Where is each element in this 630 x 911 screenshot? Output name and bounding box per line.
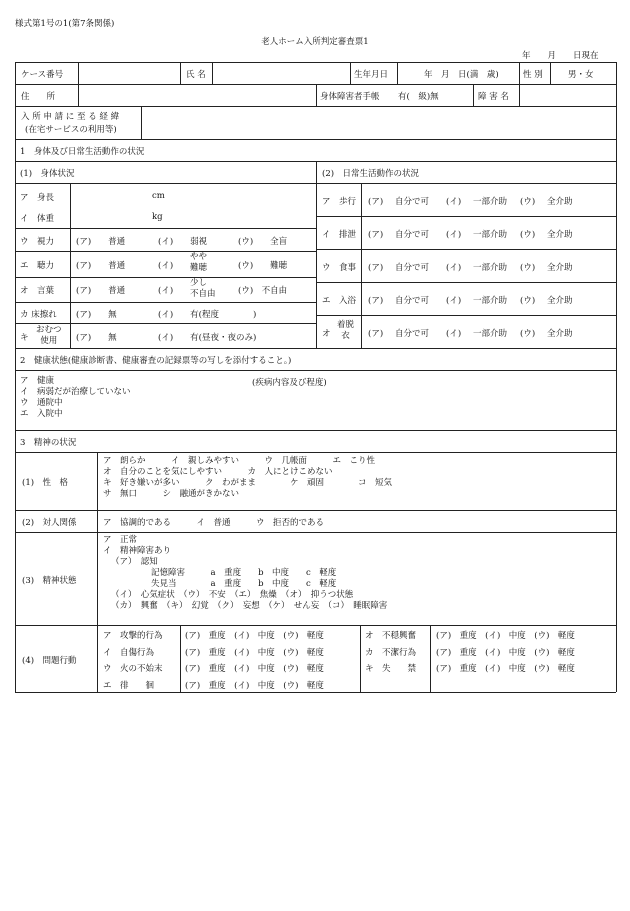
adl-option[interactable]: (イ) <box>446 197 462 207</box>
adl-option[interactable]: 全介助 <box>547 263 573 273</box>
address-field[interactable] <box>79 85 315 105</box>
speech-label: オ 言葉 <box>20 286 55 296</box>
adl-option[interactable]: (ウ) <box>520 296 536 306</box>
diaper-option-b[interactable]: (イ) 有(昼夜・夜のみ) <box>158 333 257 343</box>
disability-field[interactable] <box>520 85 615 105</box>
mental-line[interactable]: （カ） 興奮 （キ） 幻覚 （ク） 妄想 （ケ） せん妄 （コ） 睡眠障害 <box>111 601 388 611</box>
case-no-label: ケース番号 <box>21 70 64 80</box>
body-status-title: (1) 身体状況 <box>20 169 75 179</box>
adl-option[interactable]: 自分で可 <box>395 296 430 306</box>
problem-severity-left[interactable]: (ア) 重度 (イ) 中度 (ウ) 軽度 <box>185 631 324 641</box>
problem-item-right: カ 不潔行為 <box>365 648 417 658</box>
case-no-field[interactable] <box>79 63 179 83</box>
form-title: 老人ホーム入所判定審査票1 <box>261 37 369 47</box>
adl-option[interactable]: (イ) <box>446 329 462 339</box>
weight-label: イ 体重 <box>20 214 55 224</box>
mental-line[interactable]: （イ） 心気症状 （ウ） 不安 （エ） 焦燥 （オ） 抑うつ状態 <box>111 590 354 600</box>
adl-option[interactable]: 全介助 <box>547 197 573 207</box>
speech-option-c[interactable]: (ウ) 不自由 <box>238 286 288 296</box>
vision-option-c[interactable]: (ウ) 全盲 <box>238 237 288 247</box>
diaper-label: キ <box>20 333 29 343</box>
diaper-option-a[interactable]: (ア) 無 <box>76 333 117 343</box>
height-label: ア 身長 <box>20 193 55 203</box>
form-id: 様式第1号の1(第7条関係) <box>15 19 115 29</box>
adl-option[interactable]: (ア) <box>368 263 384 273</box>
hearing-option-c[interactable]: (ウ) 難聴 <box>238 261 288 271</box>
date-line: 年 月 日現在 <box>522 51 599 61</box>
problem-severity-right[interactable]: (ア) 重度 (イ) 中度 (ウ) 軽度 <box>436 631 575 641</box>
problem-item-left: ウ 火の不始末 <box>103 664 163 674</box>
vision-label: ウ 視力 <box>20 237 55 247</box>
disability-label: 障 害 名 <box>478 92 509 102</box>
personality-line[interactable]: サ 無口 シ 融通がきかない <box>103 489 240 499</box>
speech-option-a[interactable]: (ア) 普通 <box>76 286 126 296</box>
personality-line[interactable]: キ 好き嫌いが多い ク わがまま ケ 頑固 コ 短気 <box>103 478 393 488</box>
relations-options[interactable]: ア 協調的である イ 普通 ウ 拒否的である <box>103 518 325 528</box>
adl-option[interactable]: 全介助 <box>547 230 573 240</box>
adl-excretion-label: イ 排泄 <box>322 230 357 240</box>
adl-option[interactable]: (ウ) <box>520 230 536 240</box>
adl-option[interactable]: 全介助 <box>547 329 573 339</box>
section3-title: 3 精神の状況 <box>20 438 77 448</box>
health-options <box>20 376 131 420</box>
vision-option-a[interactable]: (ア) 普通 <box>76 237 126 247</box>
personality-line[interactable]: ア 朗らか イ 親しみやすい ウ 几帳面 エ こり性 <box>103 456 376 466</box>
problem-item-left: エ 徘 徊 <box>103 681 155 691</box>
bedsore-option-b[interactable]: (イ) 有(程度 ) <box>158 310 257 320</box>
problem-item-right: キ 失 禁 <box>365 664 417 674</box>
sex-label: 性 別 <box>523 70 543 80</box>
mental-line[interactable]: （ア） 認知 <box>111 557 158 567</box>
problem-item-left: ア 攻撃的行為 <box>103 631 163 641</box>
bedsore-option-a[interactable]: (ア) 無 <box>76 310 117 320</box>
mental-label: (3) 精神状態 <box>22 576 77 586</box>
vision-option-b[interactable]: (イ) 弱視 <box>158 237 208 247</box>
adl-option[interactable]: 自分で可 <box>395 230 430 240</box>
adl-dress-label: オ <box>322 329 331 339</box>
hearing-option-b-text: やや 難聴 <box>190 252 208 273</box>
speech-option-b[interactable]: (イ) <box>158 286 174 296</box>
section2-title: 2 健康状態(健康診断書、健康審査の記録票等の写しを添付すること。) <box>20 356 292 366</box>
adl-option[interactable]: (ウ) <box>520 329 536 339</box>
health-option[interactable]: エ 入院中 <box>20 409 63 419</box>
sex-field[interactable]: 男・女 <box>568 70 594 80</box>
personality-line[interactable]: オ 自分のことを気にしやすい カ 人にとけこめない <box>103 467 333 477</box>
mental-line[interactable]: 記憶障害 a 重度 b 中度 c 軽度 <box>151 568 337 578</box>
adl-option[interactable]: 全介助 <box>547 296 573 306</box>
adl-option[interactable]: (ア) <box>368 329 384 339</box>
adl-option[interactable]: (ア) <box>368 230 384 240</box>
diaper-label-sub: おむつ 使用 <box>36 325 62 346</box>
name-label: 氏 名 <box>186 70 206 80</box>
problem-severity-left[interactable]: (ア) 重度 (イ) 中度 (ウ) 軽度 <box>185 648 324 658</box>
adl-walk-label: ア 歩行 <box>322 197 357 207</box>
background-field[interactable] <box>142 107 615 138</box>
health-option[interactable]: ア 健康 <box>20 376 55 386</box>
name-field[interactable] <box>213 63 349 83</box>
problem-label: (4) 問題行動 <box>22 656 77 666</box>
adl-option[interactable]: 一部介助 <box>473 296 508 306</box>
adl-option[interactable]: (ア) <box>368 197 384 207</box>
adl-title: (2) 日常生活動作の状況 <box>322 169 420 179</box>
adl-option[interactable]: 一部介助 <box>473 230 508 240</box>
relations-label: (2) 対人関係 <box>22 518 77 528</box>
address-label: 住 所 <box>21 92 56 102</box>
problem-severity-left[interactable]: (ア) 重度 (イ) 中度 (ウ) 軽度 <box>185 681 324 691</box>
adl-option[interactable]: (イ) <box>446 296 462 306</box>
speech-option-b-text: 少し 不自由 <box>190 278 216 299</box>
health-option[interactable]: ウ 通院中 <box>20 398 63 408</box>
adl-option[interactable]: (イ) <box>446 263 462 273</box>
problem-item-left: イ 自傷行為 <box>103 648 155 658</box>
adl-option[interactable]: 一部介助 <box>473 263 508 273</box>
health-note: (疾病内容及び程度) <box>252 378 327 388</box>
adl-option[interactable]: (ウ) <box>520 197 536 207</box>
problem-severity-left[interactable]: (ア) 重度 (イ) 中度 (ウ) 軽度 <box>185 664 324 674</box>
handbook-field[interactable]: 有( 級)無 <box>398 92 439 102</box>
mental-line[interactable]: 失見当 a 重度 b 中度 c 軽度 <box>151 579 337 589</box>
section1-title: 1 身体及び日常生活動作の状況 <box>20 147 145 157</box>
personality-options <box>103 456 392 500</box>
height-unit: cm <box>152 191 165 201</box>
birth-label: 生年月日 <box>354 70 389 80</box>
handbook-label: 身体障害者手帳 <box>320 92 380 102</box>
problem-item-right: オ 不穏興奮 <box>365 631 417 641</box>
adl-option[interactable]: 自分で可 <box>395 329 430 339</box>
mental-line[interactable]: ア 正常 <box>103 535 138 545</box>
adl-option[interactable]: 自分で可 <box>395 197 430 207</box>
adl-option[interactable]: 一部介助 <box>473 197 508 207</box>
problem-severity-right[interactable]: (ア) 重度 (イ) 中度 (ウ) 軽度 <box>436 648 575 658</box>
adl-dress-label-sub: 着脱 衣 <box>337 320 355 341</box>
birth-field[interactable]: 年 月 日(満 歳) <box>424 70 499 80</box>
bedsore-label: カ 床擦れ <box>20 310 57 320</box>
adl-meal-label: ウ 食事 <box>322 263 357 273</box>
adl-option[interactable]: (ア) <box>368 296 384 306</box>
adl-option[interactable]: (ウ) <box>520 263 536 273</box>
hearing-label: エ 聴力 <box>20 261 55 271</box>
background-label: 入 所 申 請 に 至 る 経 緯 <box>21 112 120 122</box>
weight-unit: kg <box>152 212 163 222</box>
mental-options <box>103 535 387 612</box>
hearing-option-b[interactable]: (イ) <box>158 261 174 271</box>
adl-option[interactable]: 一部介助 <box>473 329 508 339</box>
hearing-option-a[interactable]: (ア) 普通 <box>76 261 126 271</box>
background-sublabel: (在宅サービスの利用等) <box>25 125 117 135</box>
adl-option[interactable]: 自分で可 <box>395 263 430 273</box>
mental-line[interactable]: イ 精神障害あり <box>103 546 172 556</box>
adl-bath-label: エ 入浴 <box>322 296 357 306</box>
adl-option[interactable]: (イ) <box>446 230 462 240</box>
personality-label: (1) 性 格 <box>22 478 69 488</box>
problem-severity-right[interactable]: (ア) 重度 (イ) 中度 (ウ) 軽度 <box>436 664 575 674</box>
health-option[interactable]: イ 病弱だが治療していない <box>20 387 131 397</box>
